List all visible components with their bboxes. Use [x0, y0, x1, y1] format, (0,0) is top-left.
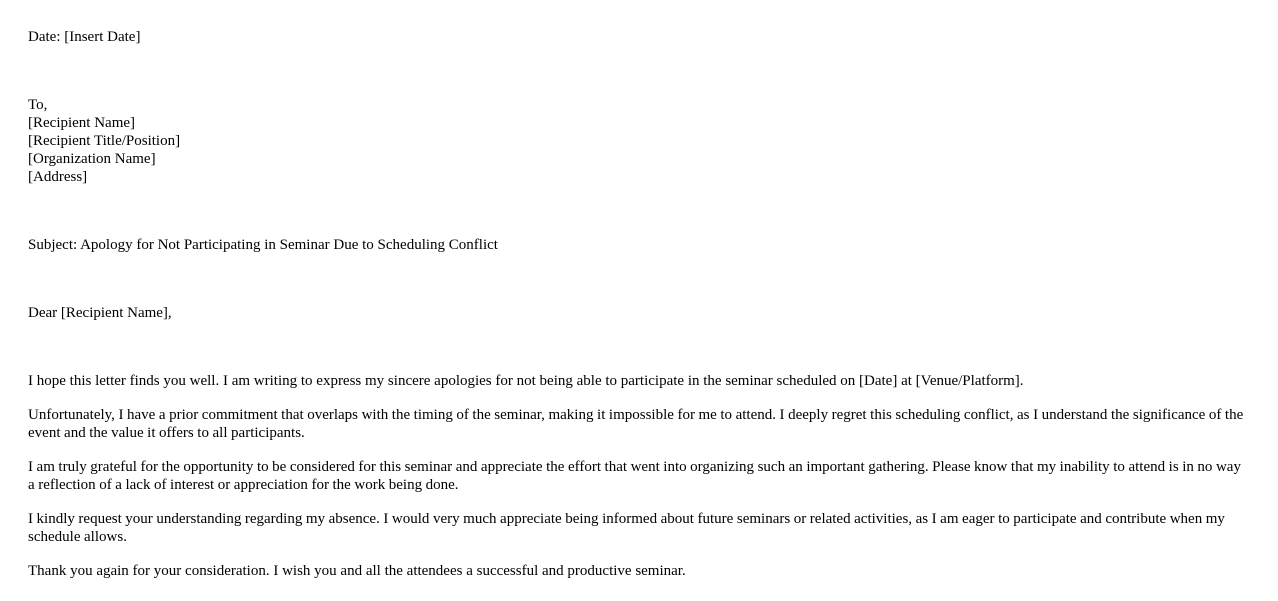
subject-line: Subject: Apology for Not Participating in Seminar Due to Scheduling Conflict: [28, 237, 498, 253]
organization-name: [Organization Name]: [28, 151, 156, 167]
body-paragraph-2: Unfortunately, I have a prior commitment that overlaps with the timing of the seminar, making it impossible for me to attend. I deeply regret this scheduling conflict, as I understand the significance of the event and the value it offers to all participants.: [28, 407, 1244, 441]
recipient-name: [Recipient Name]: [28, 115, 136, 131]
body-paragraph-4: I kindly request your understanding regarding my absence. I would very much appreciate being informed about future seminars or related activities, as I am eager to participate and contribute when my schedule allows.: [28, 511, 1225, 545]
to-label: To,: [28, 97, 48, 113]
recipient-title: [Recipient Title/Position]: [28, 133, 181, 149]
body-paragraph-5: Thank you again for your consideration. I wish you and all the attendees a successful and productive seminar.: [28, 563, 686, 579]
body-paragraph-1: I hope this letter finds you well. I am writing to express my sincere apologies for not being able to participate in the seminar scheduled on [Date] at [Venue/Platform].: [28, 373, 1024, 389]
address: [Address]: [28, 169, 88, 185]
salutation: Dear [Recipient Name],: [28, 305, 172, 321]
date-line: Date: [Insert Date]: [28, 29, 141, 45]
body-paragraph-3: I am truly grateful for the opportunity to be considered for this seminar and appreciate the effort that went into organizing such an important gathering. Please know that my inability to attend is in no way a reflection of a lack of interest or appreciation for the work being done.: [28, 459, 1241, 493]
